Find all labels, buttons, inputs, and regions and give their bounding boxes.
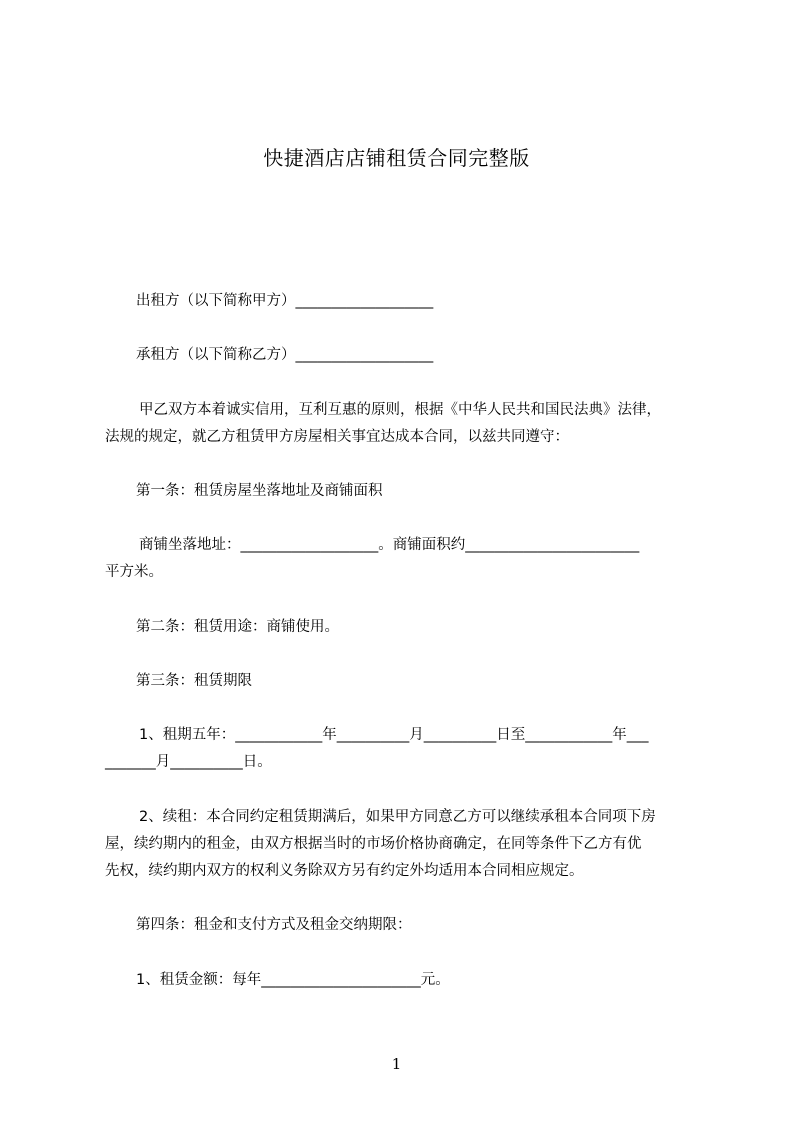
article-1-heading: 第一条：租赁房屋坐落地址及商铺面积 xyxy=(136,483,383,499)
article-2-heading: 第二条：租赁用途：商铺使用。 xyxy=(136,619,339,635)
lease-term-line-2: _______月__________日。 xyxy=(105,754,272,770)
address-area-line-2: 平方米。 xyxy=(105,564,163,580)
article-3-heading: 第三条：租赁期限 xyxy=(136,673,252,689)
lease-term-line-1: 1、租期五年：____________年__________月__________日至____________年___ xyxy=(139,727,649,743)
page-number: 1 xyxy=(391,1055,402,1073)
renewal-line-1: 2、续租：本合同约定租赁期满后，如果甲方同意乙方可以继续承租本合同项下房 xyxy=(139,809,656,825)
lessee-line: 承租方（以下简称乙方）___________________ xyxy=(136,347,434,363)
preamble-line-1: 甲乙双方本着诚实信用，互利互惠的原则，根据《中华人民共和国民法典》法律， xyxy=(139,402,661,418)
lessor-line: 出租方（以下简称甲方）___________________ xyxy=(136,293,434,309)
document-title: 快捷酒店店铺租赁合同完整版 xyxy=(263,146,530,170)
article-4-heading: 第四条：租金和支付方式及租金交纳期限： xyxy=(136,917,412,933)
preamble-line-2: 法规的规定，就乙方租赁甲方房屋相关事宜达成本合同，以兹共同遵守： xyxy=(105,429,569,445)
renewal-line-2: 屋，续约期内的租金，由双方根据当时的市场价格协商确定，在同等条件下乙方有优 xyxy=(105,836,642,852)
rent-amount-line: 1、租赁金额：每年______________________元。 xyxy=(136,972,450,988)
renewal-line-3: 先权，续约期内双方的权利义务除双方另有约定外均适用本合同相应规定。 xyxy=(105,863,584,879)
address-area-line-1: 商铺坐落地址：___________________。商铺面积约________________________ xyxy=(139,537,640,553)
